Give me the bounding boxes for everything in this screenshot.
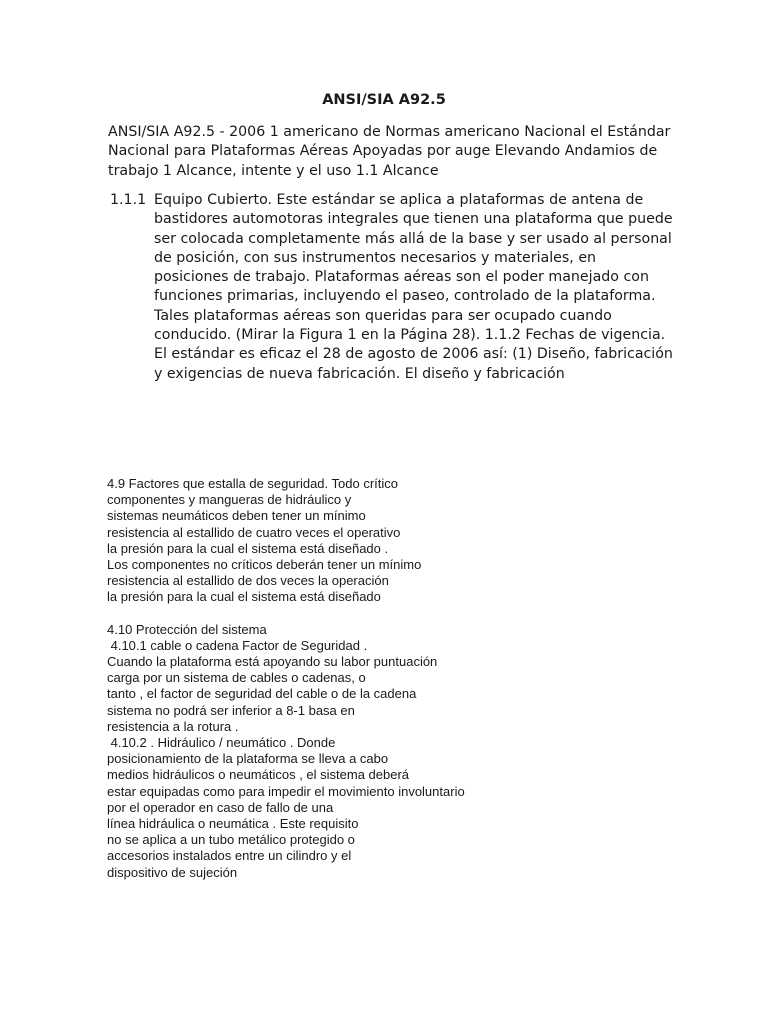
section-line: funciones primarias, incluyendo el paseo, controlado de la plataforma.: [154, 288, 656, 305]
intro-paragraph: [108, 123, 671, 181]
block-line: componentes y mangueras de hidráulico y: [107, 492, 352, 508]
section-body: [154, 191, 676, 384]
section-line: Tales plataformas aéreas son queridas para ser ocupado cuando: [154, 307, 612, 324]
block-line: tanto , el factor de seguridad del cable o de la cadena: [107, 686, 417, 702]
section-line: ser colocada completamente más allá de la base y ser usado al personal: [154, 230, 672, 247]
section-number: 1.1.1: [110, 192, 147, 208]
block-line: accesorios instalados entre un cilindro y el: [107, 848, 352, 864]
block-line: dispositivo de sujeción: [107, 864, 238, 880]
block-line: la presión para la cual el sistema está diseñado .: [107, 540, 389, 556]
block-line: Cuando la plataforma está apoyando su labor puntuación: [107, 654, 438, 670]
section-line: de posición, con sus instrumentos necesarios y materiales, en: [154, 249, 597, 266]
block-line: resistencia al estallido de cuatro veces el operativo: [107, 524, 401, 540]
section-line: posiciones de trabajo. Plataformas aéreas son el poder manejado con: [154, 269, 649, 286]
block-line: resistencia a la rotura .: [107, 718, 239, 734]
block-line: 4.10.1 cable o cadena Factor de Seguridad .: [107, 637, 368, 653]
block-line: 4.10.2 . Hidráulico / neumático . Donde: [107, 735, 336, 750]
block-line: 4.10 Protección del sistema: [107, 621, 267, 637]
section-line: Equipo Cubierto. Este estándar se aplica a plataformas de antena de: [154, 192, 644, 208]
block-line: línea hidráulica o neumática . Este requisito: [107, 815, 359, 831]
safety-factors-block: [107, 476, 547, 881]
section-line: y exigencias de nueva fabricación. El diseño y fabricación: [154, 365, 565, 382]
block-line: la presión para la cual el sistema está diseñado: [107, 589, 381, 605]
block-line: posicionamiento de la plataforma se lleva a cabo: [107, 751, 389, 767]
block-line: carga por un sistema de cables o cadenas, o: [107, 670, 366, 686]
block-line: medios hidráulicos o neumáticos , el sistema deberá: [107, 767, 410, 783]
block-line: resistencia al estallido de dos veces la operación: [107, 573, 389, 589]
section-line: bastidores automotoras integrales que tienen una plataforma que puede: [154, 211, 673, 228]
page-title: ANSI/SIA A92.5: [322, 92, 446, 108]
intro-line: Nacional para Plataformas Aéreas Apoyadas por auge Elevando Andamios de: [108, 143, 658, 160]
section-line: conducido. (Mirar la Figura 1 en la Página 28). 1.1.2 Fechas de vigencia.: [154, 327, 666, 344]
block-line: estar equipadas como para impedir el movimiento involuntario: [107, 783, 465, 799]
block-line: sistema no podrá ser inferior a 8-1 basa en: [107, 702, 355, 718]
block-line: [107, 606, 547, 622]
block-line: sistemas neumáticos deben tener un mínimo: [107, 508, 366, 524]
block-line: por el operador en caso de fallo de una: [107, 799, 334, 815]
block-line: no se aplica a un tubo metálico protegido o: [107, 832, 355, 848]
intro-line: trabajo 1 Alcance, intente y el uso 1.1 Alcance: [108, 162, 439, 179]
block-line: Los componentes no críticos deberán tener un mínimo: [107, 556, 422, 572]
block-line: 4.9 Factores que estalla de seguridad. Todo crítico: [107, 476, 398, 491]
section-line: El estándar es eficaz el 28 de agosto de 2006 así: (1) Diseño, fabricación: [154, 346, 673, 363]
intro-line: ANSI/SIA A92.5 - 2006 1 americano de Normas americano Nacional el Estándar: [108, 124, 671, 140]
